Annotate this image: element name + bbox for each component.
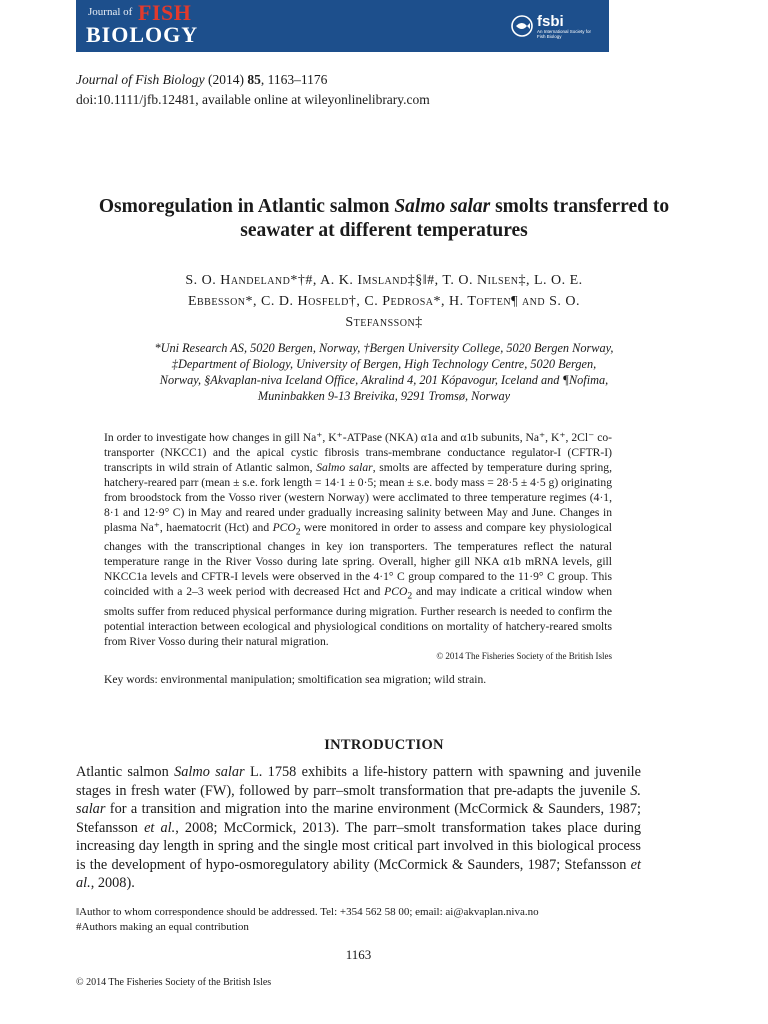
abstract-pco2-b: PCO <box>384 585 408 599</box>
abstract-pco2-a: PCO <box>272 521 296 534</box>
abstract-text-4: and may indicate a critical window when smolts suffer from reduced physical performance during migration. Further research is needed to confirm the potential interaction between ecological and physiological conditions on mortality of hatchery-reared smolts from River Vosso during their natural migration. <box>104 585 612 648</box>
keywords: Key words: environmental manipulation; smoltification sea migration; wild strain. <box>104 673 487 686</box>
citation-pages: , 1163–1176 <box>260 72 328 87</box>
intro-species-2: S. salar <box>76 782 641 817</box>
abstract-species: Salmo salar <box>316 461 373 474</box>
author-line-2: Ebbesson*, C. D. Hosfeld†, C. Pedrosa*, H. Toften¶ and S. O. <box>187 294 581 309</box>
abstract-copyright: © 2014 The Fisheries Society of the British Isles <box>436 651 612 661</box>
logo-fish: FISH <box>138 0 192 25</box>
intro-text-4: , 2008; McCormick, 2013). The parr–smolt transformation takes place during increasing day length in spring and the single most critical part involved in this biological process is the development of hypo-osmoregulatory ability (McCormick & Saunders, 1987; Stefansson <box>76 819 641 873</box>
abstract-text-1: In order to investigate how changes in gill Na⁺, K⁺-ATPase (NKA) α1a and α1b subunits, Na⁺, K⁺, 2Cl⁻ co-transporter (NKCC1) and the apical cystic fibrosis trans-membrane conductance regulator-I (CFTR-I) transcripts in wild strain of Atlantic salmon, <box>104 431 612 474</box>
intro-etal-1: et al. <box>144 819 176 836</box>
intro-text-3: for a transition and migration into the marine environment (McCormick & Saunders, 1987; Stefansson <box>76 801 641 836</box>
fsbi-tagline: An International Society for Fish Biology <box>537 28 592 39</box>
author-line-1: S. O. Handeland*†#, A. K. Imsland‡§‖#, T. O. Nilsen‡, L. O. E. <box>185 273 583 288</box>
abstract-text-3: were monitored in order to assess and compare key physiological changes with the transcriptional changes in key ion transporters. The temperatures reflect the natural temperature range in the River Vosso during late spring. Overall, higher gill NKA α1b mRNA levels, gill NKCC1a levels and CFTR-I levels were observed in the 4·1° C group compared to the 11·9° C group. This coincided with a 2–3 week period with decreased Hct and <box>104 521 613 599</box>
abstract-text-2: , smolts are affected by temperature during spring, hatchery-reared parr (mean ± s.e. fork length = 14·1 ± 0·5; mean ± s.e. body mass = 28·5 ± 4·5 g) originating from broodstock from the Vosso river (western Norway) were acclimated to three temperature regimes (4·1, 8·1 and 12·9° C) in May and reared under gradually increasing salinity between May and June. Changes in plasma Na⁺, haematocrit (Hct) and <box>104 461 612 534</box>
fsbi-logo <box>511 14 595 39</box>
title-species: Salmo salar <box>394 196 491 217</box>
citation-doi: doi:10.1111/jfb.12481, available online at wileyonlinelibrary.com <box>76 92 430 107</box>
citation-volume: 85 <box>247 72 261 87</box>
footnote-correspondence: ‖Author to whom correspondence should be addressed. Tel: +354 562 58 00; email: ai@akvaplan.niva.no <box>76 906 539 918</box>
affiliation-line-2: ‡Department of Biology, University of Bergen, High Technology Centre, 5020 Bergen, <box>171 357 597 371</box>
affiliation-line-1: *Uni Research AS, 5020 Bergen, Norway, †Bergen University College, 5020 Bergen Norway, <box>154 341 614 355</box>
journal-banner <box>76 0 609 52</box>
fsbi-fish-icon <box>511 15 533 37</box>
abstract-pco2-a-sub: 2 <box>295 526 301 538</box>
section-heading-introduction: INTRODUCTION <box>324 737 444 753</box>
title-part1: Osmoregulation in Atlantic salmon <box>98 196 395 217</box>
citation-year: (2014) <box>204 72 248 87</box>
logo-journal-of: Journal of <box>88 6 133 18</box>
footer-copyright: © 2014 The Fisheries Society of the British Isles <box>76 977 272 988</box>
journal-logo <box>76 0 206 52</box>
footnote-equal-contribution: #Authors making an equal contribution <box>76 921 249 933</box>
abstract <box>104 430 612 649</box>
affiliation-line-3: Norway, §Akvaplan-niva Iceland Office, Akralind 4, 201 Kópavogur, Iceland and ¶Nofima, <box>159 373 609 387</box>
intro-species-1: Salmo salar <box>174 764 245 780</box>
intro-text-2: L. 1758 exhibits a life-history pattern with spawning and juvenile stages in fresh water (FW), followed by parr–smolt transformation that pre-adapts the juvenile <box>76 764 641 799</box>
citation-block <box>76 70 430 110</box>
title-part2: smolts transferred to seawater at different temperatures <box>240 196 670 241</box>
footnotes <box>76 905 539 935</box>
intro-text-1: Atlantic salmon <box>76 764 175 780</box>
affiliation-line-4: Muninbakken 9-13 Breivika, 9291 Tromsø, Norway <box>257 389 511 403</box>
intro-text-5: , 2008). <box>90 875 135 891</box>
author-line-3: Stefansson‡ <box>345 315 423 330</box>
intro-etal-2: et al. <box>76 856 641 891</box>
fsbi-name: fsbi <box>537 12 564 30</box>
citation-line <box>76 70 430 90</box>
abstract-pco2-b-sub: 2 <box>407 590 413 602</box>
logo-biology: BIOLOGY <box>86 22 199 47</box>
introduction-paragraph <box>76 763 641 893</box>
author-list <box>86 270 682 333</box>
affiliations <box>76 340 692 404</box>
article-title <box>76 195 692 243</box>
page-number: 1163 <box>345 947 372 962</box>
citation-journal: Journal of Fish Biology <box>76 72 205 87</box>
